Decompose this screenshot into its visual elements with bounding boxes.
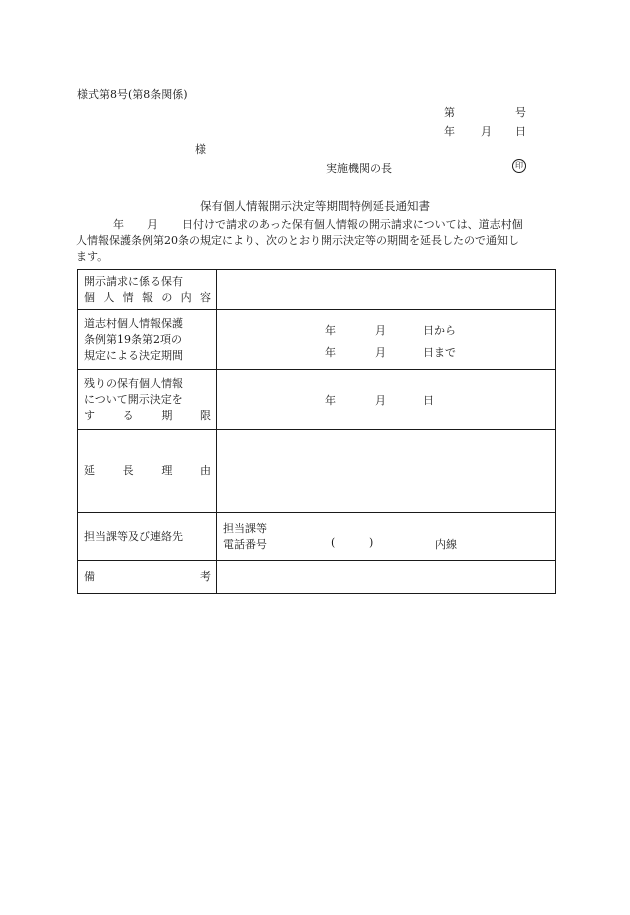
label-remarks [78,561,217,594]
value-decision-period[interactable] [217,310,556,370]
period-end-month: 月 [375,346,386,359]
doc-number-suffix: 号 [515,106,526,119]
label-char: 容 [199,290,211,304]
label-char: す [84,408,95,422]
period-start-year: 年 [325,324,336,337]
label-line-justified [84,463,211,479]
label-line: 条例第19条第2項の [84,332,182,346]
label-char: 理 [161,464,173,477]
label-char: る [122,408,134,422]
deadline-month: 月 [375,394,386,407]
document-title: 保有個人情報開示決定等期間特例延長通知書 [200,199,430,213]
label-line: 道志村個人情報保護 [84,316,183,330]
label-line: 規定による決定期間 [84,348,183,362]
label-contact [78,513,217,561]
seal-icon: 印 [512,159,526,173]
period-start-day: 日から [423,324,456,337]
label-char: 備 [84,570,95,583]
label-char: 期 [161,408,173,422]
label-line-justified [84,569,211,585]
doc-number-prefix: 第 [444,106,455,119]
value-request-content[interactable] [217,270,556,310]
phone-paren-close: ) [369,536,374,549]
row-remarks [78,561,556,594]
label-extension-reason [78,430,217,513]
label-line: について開示決定を [84,392,183,406]
label-request-content [78,270,217,310]
label-line: 開示請求に係る保有 [84,274,183,288]
deadline-year: 年 [325,394,336,407]
label-decision-period [78,310,217,370]
body-month: 月 [147,218,158,231]
label-line: 残りの保有個人情報 [84,376,183,390]
date-year: 年 [444,125,455,138]
body-line-1 [76,217,558,233]
phone-extension-label: 内線 [435,538,457,551]
label-char: 内 [180,290,192,304]
deadline-day: 日 [423,394,434,407]
row-contact [78,513,556,561]
value-extension-reason[interactable] [217,430,556,513]
issuer: 実施機関の長 [326,162,392,175]
phone-paren-open: ( [331,536,336,549]
value-contact[interactable] [217,513,556,561]
date-day: 日 [515,125,526,138]
notice-form-table [77,269,556,594]
body-paragraph [76,217,558,265]
label-char: 情 [122,290,134,304]
label-char: 報 [141,290,153,304]
label-char: の [161,290,173,304]
body-line-2: 人情報保護条例第20条の規定により、次のとおり開示決定等の期間を延長したので通知し [76,234,519,247]
label-char: 限 [199,408,211,422]
row-remaining-deadline [78,370,556,430]
value-remarks[interactable] [217,561,556,594]
period-start-month: 月 [375,324,386,337]
label-line: 担当課等及び連絡先 [84,529,183,543]
label-remaining-deadline [78,370,217,430]
label-char: 由 [199,464,211,477]
label-char: 個 [84,290,95,304]
body-year: 年 [113,218,124,231]
row-extension-reason [78,430,556,513]
label-char: 延 [84,464,95,477]
value-remaining-deadline[interactable] [217,370,556,430]
contact-phone-label: 電話番号 [223,538,267,551]
body-line1-tail: 日付けで請求のあった保有個人情報の開示請求については、道志村個 [182,218,523,231]
body-line-3: ます。 [76,250,109,263]
label-char: 人 [103,290,115,304]
period-end-year: 年 [325,346,336,359]
recipient-suffix: 様 [195,143,206,156]
period-end-day: 日まで [423,346,456,359]
date-month: 月 [481,125,492,138]
label-char: 考 [200,570,211,583]
form-number: 様式第8号(第8条関係) [77,88,188,101]
row-decision-period [78,310,556,370]
row-request-content [78,270,556,310]
label-line-justified [84,290,211,306]
label-line-justified [84,408,211,424]
contact-dept-label: 担当課等 [223,522,267,535]
label-char: 長 [122,464,134,477]
